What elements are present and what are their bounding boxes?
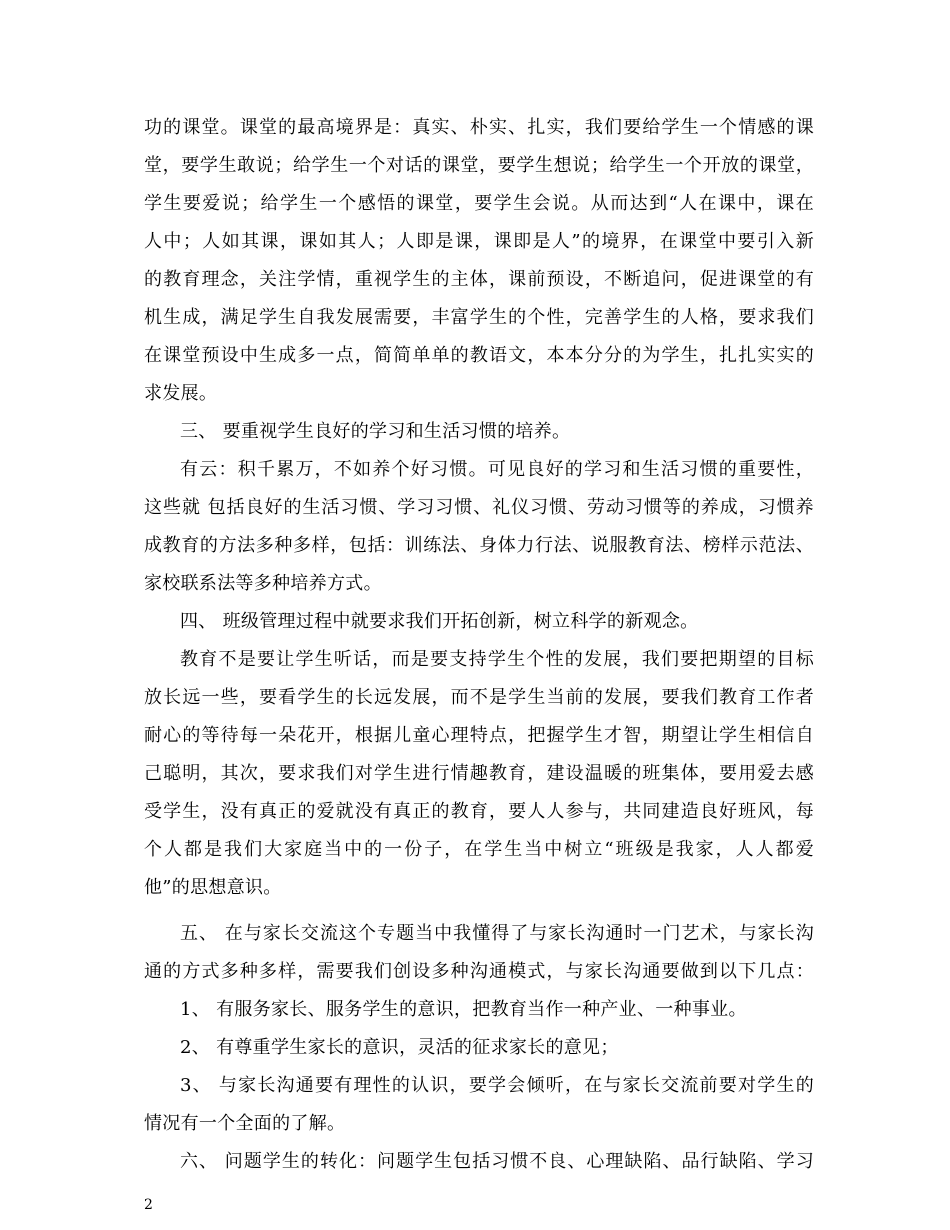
- body-text-line: 他”的思想意识。: [144, 877, 282, 898]
- body-text-line: 成教育的方法多种多样，包括：训练法、身体力行法、说服教育法、榜样示范法、: [144, 535, 814, 556]
- body-text-line: 功的课堂。课堂的最高境界是：真实、朴实、扎实，我们要给学生一个情感的课: [144, 117, 814, 138]
- body-text-line: 学生要爱说；给学生一个感悟的课堂，要学生会说。从而达到“人在课中，课在: [144, 193, 814, 214]
- body-text-line: 情况有一个全面的了解。: [144, 1113, 346, 1134]
- list-item: 3、 与家长沟通要有理性的认识，要学会倾听，在与家长交流前要对学生的: [180, 1075, 814, 1096]
- list-item: 1、 有服务家长、服务学生的意识，把教育当作一种产业、一种事业。: [180, 999, 747, 1020]
- section-heading: 三、 要重视学生良好的学习和生活习惯的培养。: [180, 421, 571, 442]
- section-heading: 六、 问题学生的转化：问题学生包括习惯不良、心理缺陷、品行缺陷、学习: [180, 1151, 814, 1172]
- section-heading: 四、 班级管理过程中就要求我们开拓创新，树立科学的新观念。: [180, 611, 699, 632]
- body-text-line: 放长远一些，要看学生的长远发展，而不是学生当前的发展，要我们教育工作者: [144, 687, 814, 708]
- body-text-line: 堂，要学生敢说；给学生一个对话的课堂，要学生想说；给学生一个开放的课堂，: [144, 155, 814, 176]
- body-text-line: 这些就 包括良好的生活习惯、学习习惯、礼仪习惯、劳动习惯等的养成，习惯养: [144, 497, 814, 518]
- body-text-line: 机生成，满足学生自我发展需要，丰富学生的个性，完善学生的人格，要求我们: [144, 307, 814, 328]
- body-text-line: 有云：积千累万，不如养个好习惯。可见良好的学习和生活习惯的重要性，: [180, 459, 814, 480]
- body-text-line: 家校联系法等多种培养方式。: [144, 573, 382, 594]
- body-text-line: 求发展。: [144, 383, 218, 404]
- body-text-line: 的教育理念，关注学情，重视学生的主体，课前预设，不断追问，促进课堂的有: [144, 269, 814, 290]
- section-heading: 五、 在与家长交流这个专题当中我懂得了与家长沟通时一门艺术，与家长沟: [180, 923, 814, 944]
- body-text-line: 通的方式多种多样，需要我们创设多种沟通模式，与家长沟通要做到以下几点：: [144, 961, 814, 982]
- body-text-line: 教育不是要让学生听话，而是要支持学生个性的发展，我们要把期望的目标: [180, 649, 814, 670]
- body-text-line: 受学生，没有真正的爱就没有真正的教育，要人人参与，共同建造良好班风，每: [144, 801, 814, 822]
- body-text-line: 在课堂预设中生成多一点，简简单单的教语文，本本分分的为学生，扎扎实实的: [144, 345, 814, 366]
- list-item: 2、 有尊重学生家长的意识，灵活的征求家长的意见；: [180, 1037, 619, 1058]
- body-text-line: 人中；人如其课，课如其人；人即是课，课即是人”的境界，在课堂中要引入新: [144, 231, 814, 252]
- page-number: 2: [144, 1197, 153, 1213]
- body-text-line: 个人都是我们大家庭当中的一份子，在学生当中树立“班级是我家，人人都爱: [144, 839, 814, 860]
- body-text-line: 己聪明，其次，要求我们对学生进行情趣教育，建设温暖的班集体，要用爱去感: [144, 763, 814, 784]
- body-text-line: 耐心的等待每一朵花开，根据儿童心理特点，把握学生才智，期望让学生相信自: [144, 725, 814, 746]
